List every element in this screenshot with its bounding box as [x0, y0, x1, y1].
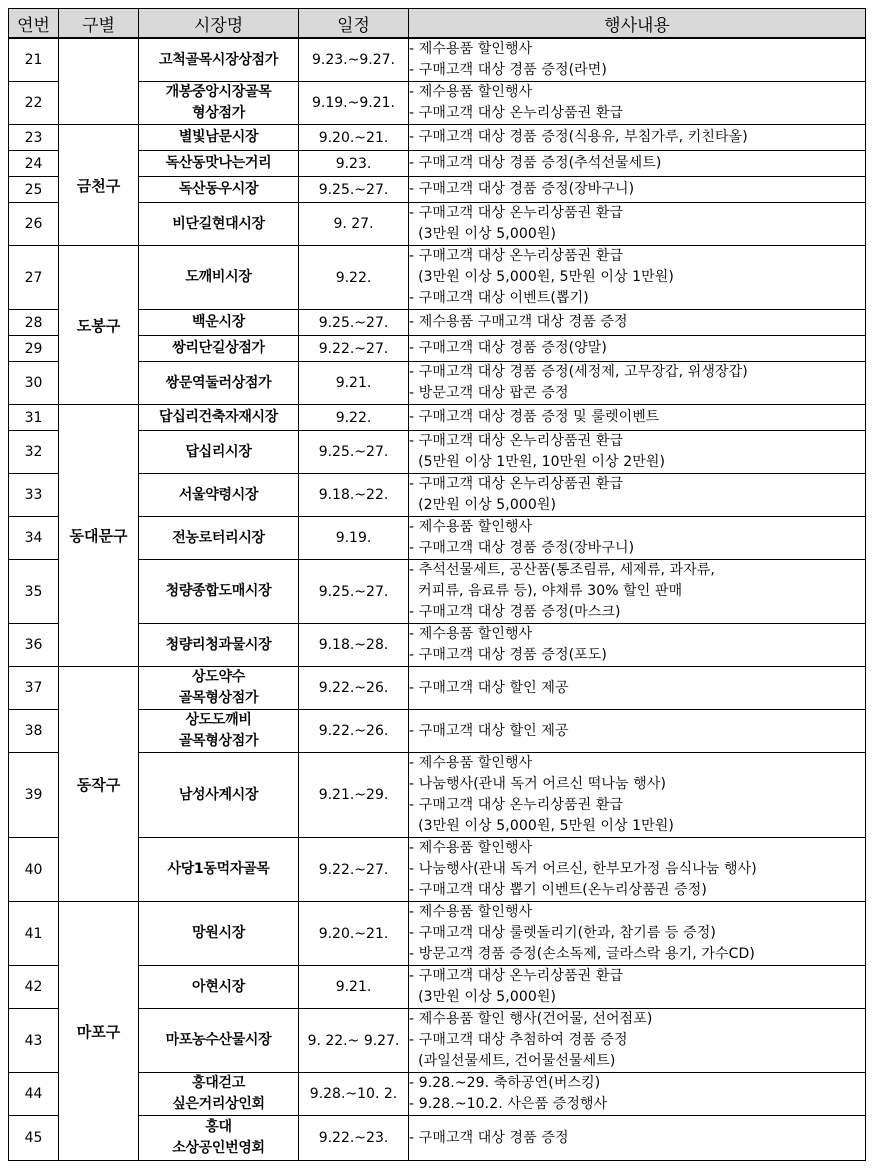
event-line: - 나눔행사(관내 독거 어르신, 한부모가정 음식나눔 행사)	[409, 861, 757, 877]
row-number: 21	[9, 38, 59, 82]
event-date: 9.23.	[299, 151, 409, 177]
row-number: 39	[9, 753, 59, 838]
event-line: - 구매고객 대상 온누리상품권 환급	[409, 248, 624, 264]
market-name: 청량종합도매시장	[139, 560, 299, 624]
event-line: - 제수용품 할인행사	[409, 84, 533, 100]
market-name: 전농로터리시장	[139, 517, 299, 560]
event-date: 9.25.~27.	[299, 431, 409, 474]
event-date: 9.18.~28.	[299, 624, 409, 667]
row-number: 45	[9, 1116, 59, 1161]
market-name: 독산동우시장	[139, 177, 299, 203]
district-cell: 동작구	[59, 667, 139, 902]
event-date: 9.22.	[299, 246, 409, 310]
event-line: - 구매고객 대상 온누리상품권 환급	[409, 433, 624, 449]
event-date: 9.23.~9.27.	[299, 38, 409, 82]
table-body	[9, 38, 866, 1161]
row-number: 27	[9, 246, 59, 310]
event-line: - 방문고객 대상 팝콘 증정	[409, 385, 569, 401]
event-line: (5만원 이상 1만원, 10만원 이상 2만원)	[409, 454, 666, 470]
row-number: 25	[9, 177, 59, 203]
event-date: 9.19.~9.21.	[299, 82, 409, 125]
event-details	[409, 151, 866, 177]
event-line: - 구매고객 대상 경품 증정(장바구니)	[409, 540, 635, 556]
row-number: 36	[9, 624, 59, 667]
district-cell: 마포구	[59, 902, 139, 1161]
table-row	[9, 667, 866, 710]
event-details	[409, 624, 866, 667]
event-line: - 구매고객 대상 이벤트(뽑기)	[409, 290, 589, 306]
market-name: 상도도깨비 골목형상점가	[139, 710, 299, 753]
row-number: 35	[9, 560, 59, 624]
event-date: 9.25.~27.	[299, 177, 409, 203]
event-line: - 제수용품 할인행사	[409, 840, 533, 856]
event-details	[409, 838, 866, 902]
event-line: (3만원 이상 5,000원)	[409, 226, 557, 242]
event-details	[409, 1009, 866, 1073]
event-date: 9. 22.~ 9.27.	[299, 1009, 409, 1073]
event-date: 9.28.~10. 2.	[299, 1073, 409, 1116]
event-details	[409, 1073, 866, 1116]
event-details	[409, 753, 866, 838]
event-line: - 구매고객 대상 경품 증정(장바구니)	[409, 181, 635, 197]
event-line: - 구매고객 대상 경품 증정 및 룰렛이벤트	[409, 409, 660, 425]
event-date: 9.25.~27.	[299, 310, 409, 336]
event-date: 9.21.	[299, 362, 409, 405]
event-line: - 구매고객 대상 경품 증정(세정제, 고무장갑, 위생장갑)	[409, 364, 748, 380]
event-date: 9.22.	[299, 405, 409, 431]
event-line: - 제수용품 할인행사	[409, 519, 533, 535]
market-name: 쌍리단길상점가	[139, 336, 299, 362]
row-number: 30	[9, 362, 59, 405]
event-line: - 구매고객 대상 경품 증정(추석선물세트)	[409, 155, 662, 171]
event-date: 9.22.~26.	[299, 667, 409, 710]
header-market: 시장명	[139, 9, 299, 39]
market-name: 사당1동먹자골목	[139, 838, 299, 902]
district-cell: 도봉구	[59, 246, 139, 405]
row-number: 37	[9, 667, 59, 710]
event-details	[409, 38, 866, 82]
market-event-table	[8, 8, 866, 1161]
district-cell: 금천구	[59, 125, 139, 246]
table-row	[9, 405, 866, 431]
table-row	[9, 246, 866, 310]
event-line: - 9.28.~29. 축하공연(버스킹)	[409, 1075, 601, 1091]
row-number: 41	[9, 902, 59, 966]
row-number: 44	[9, 1073, 59, 1116]
event-details	[409, 1116, 866, 1161]
event-date: 9.21.~29.	[299, 753, 409, 838]
event-line: - 구매고객 대상 온누리상품권 환급	[409, 105, 624, 121]
event-line: - 구매고객 대상 온누리상품권 환급	[409, 968, 624, 984]
event-line: (3만원 이상 5,000원, 5만원 이상 1만원)	[409, 269, 674, 285]
event-line: - 제수용품 할인행사	[409, 626, 533, 642]
event-line: - 구매고객 대상 경품 증정	[409, 1129, 569, 1146]
market-name: 비단길현대시장	[139, 203, 299, 246]
event-date: 9.20.~21.	[299, 902, 409, 966]
market-name: 청량리청과물시장	[139, 624, 299, 667]
district-cell: 동대문구	[59, 405, 139, 667]
event-details	[409, 336, 866, 362]
market-name: 남성사계시장	[139, 753, 299, 838]
row-number: 23	[9, 125, 59, 151]
event-details	[409, 517, 866, 560]
event-line: - 구매고객 대상 할인 제공	[409, 679, 569, 696]
event-line: - 제수용품 할인행사	[409, 41, 533, 57]
market-name: 답십리시장	[139, 431, 299, 474]
event-details	[409, 177, 866, 203]
market-name: 개봉중앙시장골목 형상점가	[139, 82, 299, 125]
market-name: 홍대걷고 싶은거리상인회	[139, 1073, 299, 1116]
event-line: - 구매고객 대상 경품 증정(라면)	[409, 62, 607, 78]
event-details	[409, 560, 866, 624]
row-number: 22	[9, 82, 59, 125]
table-row	[9, 125, 866, 151]
header-date: 일정	[299, 9, 409, 39]
event-date: 9.22.~23.	[299, 1116, 409, 1161]
market-name: 상도약수 골목형상점가	[139, 667, 299, 710]
row-number: 34	[9, 517, 59, 560]
market-name: 고척골목시장상점가	[139, 38, 299, 82]
row-number: 40	[9, 838, 59, 902]
event-line: - 구매고객 대상 경품 증정(마스크)	[409, 604, 621, 620]
event-line: - 제수용품 할인행사	[409, 755, 533, 771]
event-line: (3만원 이상 5,000원, 5만원 이상 1만원)	[409, 818, 674, 834]
event-details	[409, 405, 866, 431]
market-name: 아현시장	[139, 966, 299, 1009]
header-row	[9, 9, 866, 39]
row-number: 42	[9, 966, 59, 1009]
event-line: - 구매고객 대상 경품 증정(포도)	[409, 647, 607, 663]
event-line: - 구매고객 대상 경품 증정(양말)	[409, 340, 607, 356]
event-date: 9.20.~21.	[299, 125, 409, 151]
market-name: 홍대 소상공인번영회	[139, 1116, 299, 1161]
event-line: - 제수용품 할인 행사(건어물, 선어점포)	[409, 1011, 653, 1027]
row-number: 43	[9, 1009, 59, 1073]
event-line: - 구매고객 대상 온누리상품권 환급	[409, 797, 624, 813]
row-number: 31	[9, 405, 59, 431]
row-number: 33	[9, 474, 59, 517]
table-row	[9, 902, 866, 966]
event-line: - 제수용품 구매고객 대상 경품 증정	[409, 314, 628, 330]
row-number: 38	[9, 710, 59, 753]
event-details	[409, 82, 866, 125]
event-line: - 구매고객 대상 추첨하여 경품 증정	[409, 1032, 628, 1048]
event-line: (2만원 이상 5,000원)	[409, 497, 557, 513]
row-number: 24	[9, 151, 59, 177]
event-date: 9.22.~26.	[299, 710, 409, 753]
event-date: 9.19.	[299, 517, 409, 560]
row-number: 32	[9, 431, 59, 474]
event-date: 9.25.~27.	[299, 560, 409, 624]
event-details	[409, 431, 866, 474]
event-details	[409, 310, 866, 336]
event-line: - 구매고객 대상 온누리상품권 환급	[409, 476, 624, 492]
event-line: (과일선물세트, 건어물선물세트)	[409, 1053, 616, 1069]
event-line: - 방문고객 경품 증정(손소독제, 글라스락 용기, 가수CD)	[409, 946, 755, 962]
event-line: - 제수용품 할인행사	[409, 904, 533, 920]
event-line: - 9.28.~10.2. 사은품 증정행사	[409, 1096, 608, 1112]
event-line: - 구매고객 대상 할인 제공	[409, 722, 569, 739]
market-name: 별빛남문시장	[139, 125, 299, 151]
event-line: - 추석선물세트, 공산품(통조림류, 세제류, 과자류,	[409, 562, 715, 578]
row-number: 29	[9, 336, 59, 362]
event-details	[409, 667, 866, 710]
table-row	[9, 38, 866, 82]
row-number: 26	[9, 203, 59, 246]
market-name: 독산동맛나는거리	[139, 151, 299, 177]
event-line: - 구매고객 대상 룰렛돌리기(한과, 참기름 등 증정)	[409, 925, 716, 941]
event-details	[409, 902, 866, 966]
event-details	[409, 710, 866, 753]
header-no: 연번	[9, 9, 59, 39]
event-details	[409, 474, 866, 517]
district-cell	[59, 38, 139, 125]
market-name: 쌍문역둘러상점가	[139, 362, 299, 405]
event-details	[409, 203, 866, 246]
event-line: - 나눔행사(관내 독거 어르신 떡나눔 행사)	[409, 776, 667, 792]
market-name: 도깨비시장	[139, 246, 299, 310]
event-line: (3만원 이상 5,000원)	[409, 989, 557, 1005]
event-date: 9.22.~27.	[299, 336, 409, 362]
event-line: 커피류, 음료류 등), 야채류 30% 할인 판매	[409, 583, 683, 599]
row-number: 28	[9, 310, 59, 336]
event-line: - 구매고객 대상 온누리상품권 환급	[409, 205, 624, 221]
market-name: 마포농수산물시장	[139, 1009, 299, 1073]
event-details	[409, 362, 866, 405]
header-events: 행사내용	[409, 9, 866, 39]
event-details	[409, 125, 866, 151]
market-name: 답십리건축자재시장	[139, 405, 299, 431]
event-date: 9.21.	[299, 966, 409, 1009]
event-line: - 구매고객 대상 뽑기 이벤트(온누리상품권 증정)	[409, 882, 707, 898]
event-date: 9.18.~22.	[299, 474, 409, 517]
event-line: - 구매고객 대상 경품 증정(식용유, 부침가루, 키친타올)	[409, 129, 748, 145]
event-details	[409, 246, 866, 310]
header-district: 구별	[59, 9, 139, 39]
event-details	[409, 966, 866, 1009]
event-date: 9.22.~27.	[299, 838, 409, 902]
event-date: 9. 27.	[299, 203, 409, 246]
market-name: 백운시장	[139, 310, 299, 336]
market-name: 서울약령시장	[139, 474, 299, 517]
market-name: 망원시장	[139, 902, 299, 966]
